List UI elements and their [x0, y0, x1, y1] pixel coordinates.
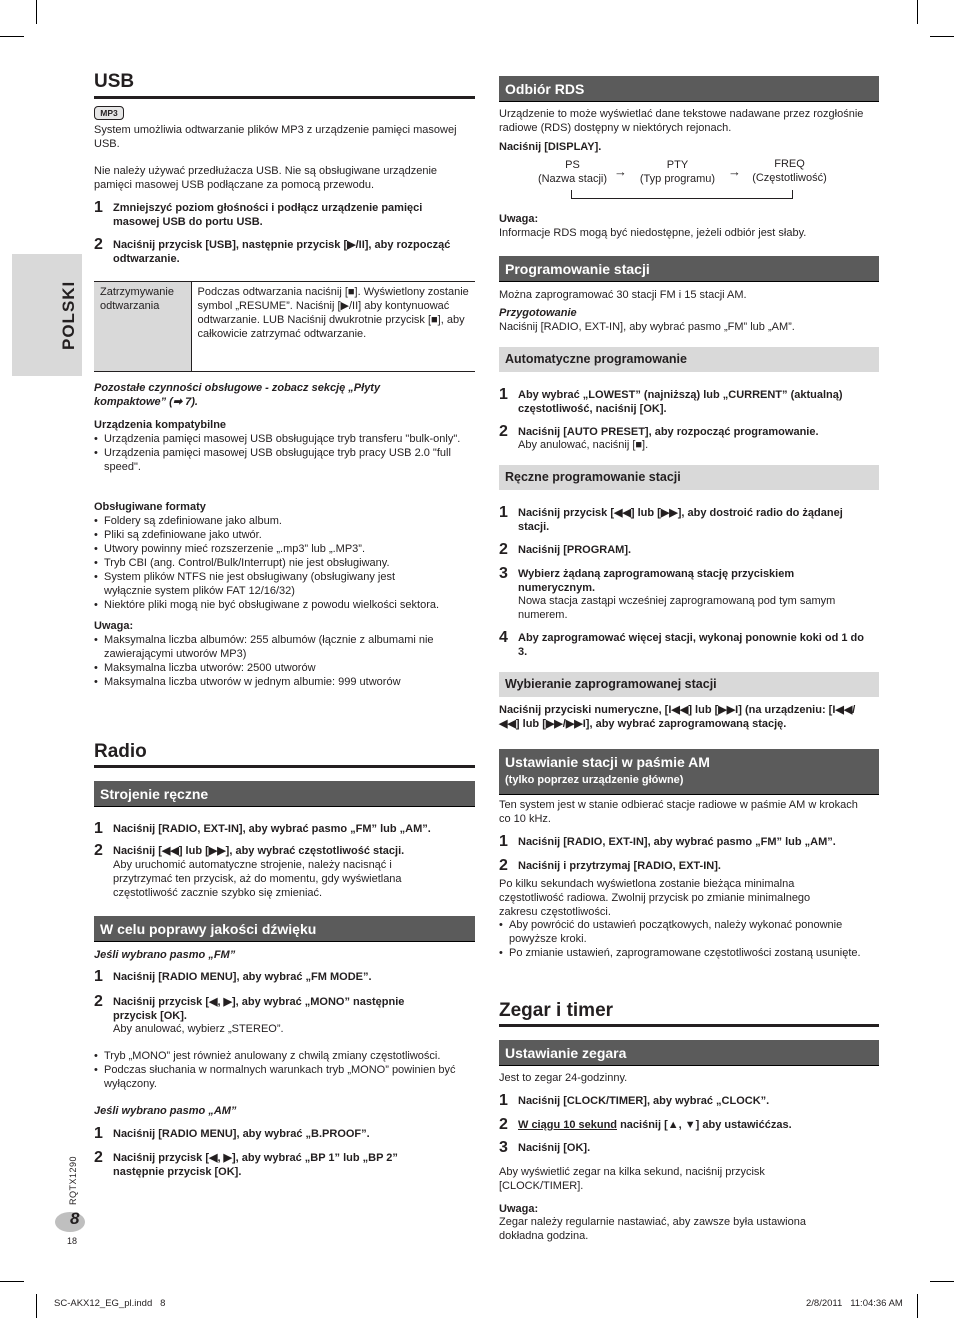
- small-page-number: 18: [67, 1236, 78, 1246]
- table-key: Zatrzymywanie odtwarzania: [94, 282, 191, 372]
- formats-list: [94, 515, 474, 613]
- clock-bar: Ustawianie zegara: [499, 1040, 879, 1066]
- file-name: SC-AKX12_EG_pl.indd 8: [54, 1298, 166, 1309]
- rds-loop-line: [571, 190, 793, 199]
- compat-title: Urządzenia kompatybilne: [94, 419, 227, 431]
- am-notes: [499, 919, 877, 961]
- crop-mark: [36, 0, 37, 24]
- stop-playback-table: [94, 281, 475, 372]
- mp3-badge: MP3: [94, 106, 124, 120]
- arrow-icon: →: [614, 164, 627, 179]
- usb-title: USB: [94, 71, 135, 92]
- crop-mark: [930, 1281, 954, 1282]
- crop-mark: [0, 36, 24, 37]
- fm-label: Jeśli wybrano pasmo „FM”: [94, 949, 236, 961]
- rds-item-freq: FREQ (Częstotliwość): [752, 158, 827, 184]
- usb-intro-2: Nie należy używać przedłużacza USB. Nie są obsługiwane urządzenie pamięci masowej USB podłączane za pomocą przewodu.: [94, 165, 438, 191]
- preparation-title: Przygotowanie: [499, 307, 577, 319]
- list-item: • Foldery są zdefiniowane jako album.: [94, 515, 474, 529]
- usb-rule: [94, 96, 475, 99]
- clock-rule: [499, 1024, 879, 1027]
- list-item: • Po zmianie ustawień, zaprogramowane częstotliwości zostaną usunięte.: [499, 947, 877, 961]
- usb-intro-1: System umożliwia odtwarzanie plików MP3 z urządzenie pamięci masowej USB.: [94, 124, 457, 150]
- list-item: • System plików NTFS nie jest obsługiwany (obsługiwany jest wyłącznie system plików FAT 12/16/32): [94, 571, 474, 599]
- crop-mark: [930, 36, 954, 37]
- rds-item-pty: PTY (Typ programu): [639, 159, 716, 185]
- language-tab-label: POLSKI: [59, 280, 78, 350]
- clock-display-text: Aby wyświetlić zegar na kilka sekund, naciśnij przycisk [CLOCK/TIMER].: [499, 1166, 765, 1192]
- manual-tuning-bar: Strojenie ręczne: [94, 781, 475, 807]
- am-label: Jeśli wybrano pasmo „AM”: [94, 1105, 237, 1117]
- auto-preset-bar: Automatyczne programowanie: [499, 347, 879, 372]
- manual-preset-bar: Ręczne programowanie stacji: [499, 465, 879, 490]
- rds-intro: Urządzenie to może wyświetlać dane tekstowe nadawane przez rozgłośnie radiowe (RDS) dostępny w niektórych rejonach.: [499, 108, 864, 134]
- am-step-bar-title: Ustawianie stacji w paśmie AM: [505, 754, 710, 770]
- clock-title: Zegar i timer: [499, 1000, 614, 1021]
- crop-mark: [36, 1294, 37, 1318]
- manual-step-2-detail: Aby uruchomić automatyczne strojenie, należy nacisnąć i przytrzymać ten przycisk, aż do momentu, gdy wyświetlana częstotliwość zacznie szybko się zmieniać.: [113, 859, 402, 899]
- usb-note-title: Uwaga:: [94, 620, 134, 632]
- list-item: • Tryb „MONO” jest również anulowany z chwilą zmiany częstotliwości.: [94, 1050, 474, 1064]
- select-preset-bar: Wybieranie zaprogramowanej stacji: [499, 672, 879, 697]
- crop-mark: [917, 0, 918, 24]
- am-step-bar-subtitle: (tylko poprzez urządzenie główne): [505, 773, 684, 786]
- preset-intro: Można zaprogramować 30 stacji FM i 15 stacji AM.: [499, 289, 747, 301]
- usb-notes: [94, 634, 474, 690]
- preset-bar: Programowanie stacji: [499, 256, 879, 282]
- rds-item-ps: PS (Nazwa stacji): [537, 159, 608, 185]
- fm-notes: [94, 1050, 474, 1092]
- rds-bar: Odbiór RDS: [499, 76, 879, 102]
- list-item: • Utwory powinny mieć rozszerzenie „.mp3” lub „.MP3”.: [94, 543, 474, 557]
- list-item: • Maksymalna liczba utworów: 2500 utworów: [94, 662, 474, 676]
- other-operations-note: Pozostałe czynności obsługowe - zobacz sekcję „Płyty kompaktowe” (➡ 7).: [94, 382, 381, 408]
- rds-press: Naciśnij [DISPLAY].: [499, 141, 602, 153]
- arrow-icon: →: [728, 164, 741, 179]
- fm-step-2-detail: Aby anulować, wybierz „STEREO”.: [113, 1023, 284, 1035]
- list-item: • Urządzenia pamięci masowej USB obsługujące tryb transferu "bulk-only".: [94, 433, 469, 447]
- rds-note: Informacje RDS mogą być niedostępne, jeżeli odbiór jest słaby.: [499, 227, 807, 239]
- crop-mark: [0, 1281, 24, 1282]
- sound-quality-bar: W celu poprawy jakości dźwięku: [94, 916, 475, 942]
- table-value: Podczas odtwarzania naciśnij [■]. Wyświetlony zostanie symbol „RESUME”. Naciśnij [▶/II] aby kontynuować odtwarzanie. LUB Naciśnij dwukrotnie przycisk [■], aby całkowicie zatrzymać odtwarzanie.: [197, 286, 469, 340]
- list-item: • Pliki są zdefiniowane jako utwór.: [94, 529, 474, 543]
- doc-code: RQTX1290: [68, 1155, 78, 1205]
- list-item: • Niektóre pliki mogą nie być obsługiwane z powodu wielkości sektora.: [94, 599, 474, 613]
- radio-rule: [94, 765, 475, 768]
- select-preset-text: Naciśnij przyciski numeryczne, [I◀◀] lub [▶▶I] (na urządzeniu: [I◀◀/◀◀] lub [▶▶/▶▶I], aby wybrać zaprogramowaną stację.: [499, 704, 856, 730]
- rds-note-title: Uwaga:: [499, 213, 539, 225]
- list-item: • Urządzenia pamięci masowej USB obsługujące tryb pracy USB 2.0 "full speed".: [94, 447, 469, 475]
- list-item: • Tryb CBI (ang. Control/Bulk/Interrupt) nie jest obsługiwany.: [94, 557, 474, 571]
- crop-mark: [917, 1294, 918, 1318]
- page-number-badge: [55, 1209, 85, 1232]
- list-item: • Maksymalna liczba albumów: 255 albumów (łącznie z albumami nie zawierającymi utworów MP3): [94, 634, 474, 662]
- manual-preset-step-3-detail: Nowa stacja zastąpi wcześniej zaprogramowaną pod tym samym numerem.: [518, 595, 836, 621]
- radio-title: Radio: [94, 741, 147, 762]
- am-intro: Ten system jest w stanie odbierać stacje radiowe w paśmie AM w krokach co 10 kHz.: [499, 799, 858, 825]
- list-item: • Aby powrócić do ustawień początkowych, należy wykonać ponownie powyższe kroki.: [499, 919, 877, 947]
- formats-title: Obsługiwane formaty: [94, 501, 206, 513]
- auto-step-2-detail: Aby anulować, naciśnij [■].: [518, 439, 649, 451]
- compat-list: [94, 433, 469, 475]
- list-item: • Maksymalna liczba utworów w jednym albumie: 999 utworów: [94, 676, 474, 690]
- am-after-text: Po kilku sekundach wyświetlona zostanie bieżąca minimalna częstotliwość radiowa. Zwolnij przycisk po zmianie minimalnego zakresu częstotliwości.: [499, 878, 811, 918]
- am-step-bar: [499, 749, 879, 795]
- clock-note: Zegar należy regularnie nastawiać, aby zawsze była ustawiona dokładna godzina.: [499, 1216, 806, 1242]
- print-date: 2/8/2011 11:04:36 AM: [806, 1298, 903, 1309]
- clock-intro: Jest to zegar 24-godzinny.: [499, 1072, 628, 1084]
- preparation-text: Naciśnij [RADIO, EXT-IN], aby wybrać pasmo „FM” lub „AM”.: [499, 321, 795, 333]
- language-tab: [12, 254, 82, 376]
- list-item: • Podczas słuchania w normalnych warunkach tryb „MONO” powinien być wyłączony.: [94, 1064, 474, 1092]
- page-number: 8: [70, 1209, 80, 1228]
- clock-note-title: Uwaga:: [499, 1203, 539, 1215]
